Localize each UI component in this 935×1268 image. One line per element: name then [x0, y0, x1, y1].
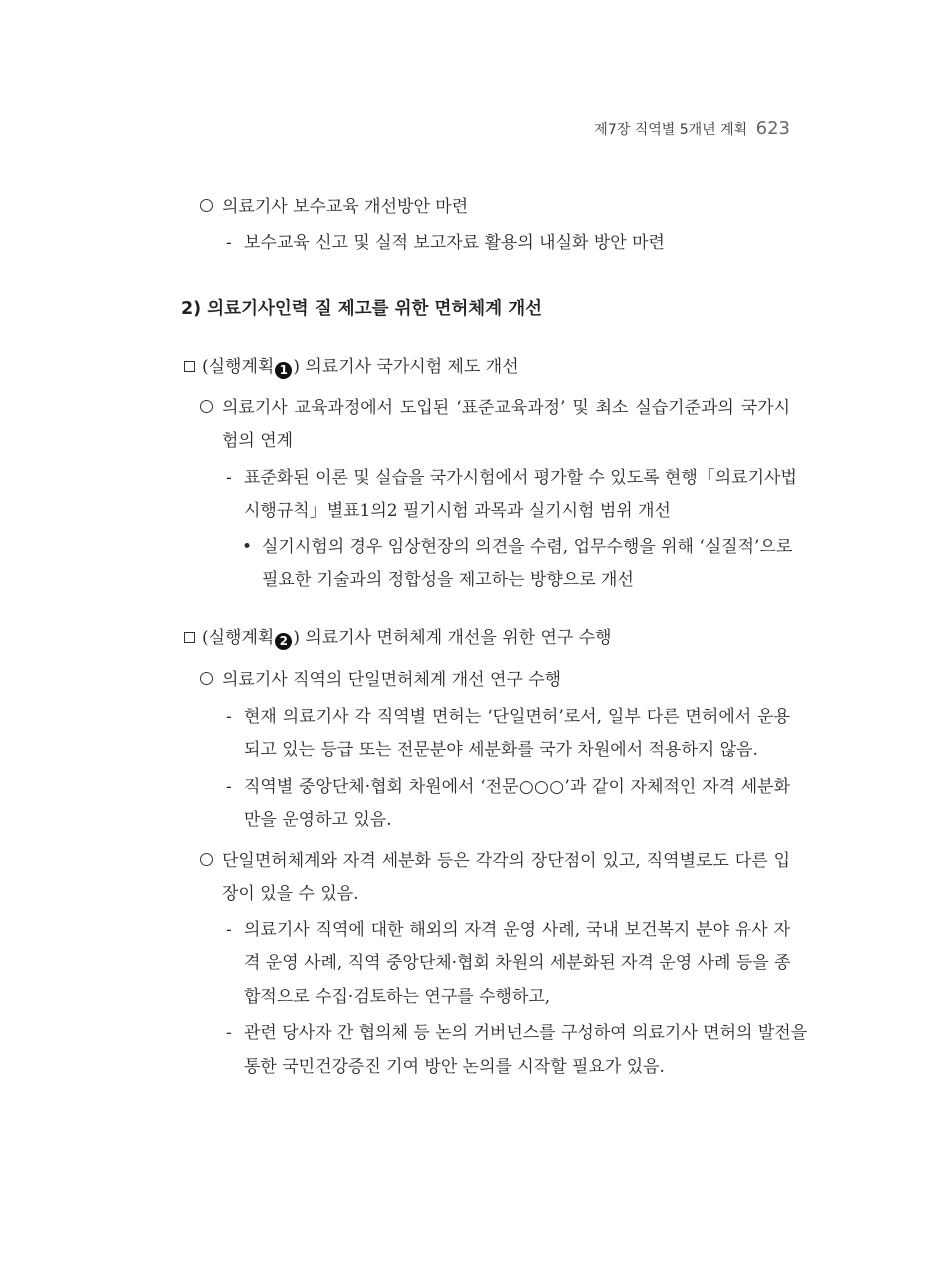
plan1-bullet-item-line2: 필요한 기술과의 정합성을 제고하는 방향으로 개선	[262, 570, 634, 590]
plan2-dash-item-4-line2: 통한 국민건강증진 기여 방안 논의를 시작할 필요가 있음.	[244, 1057, 665, 1077]
plan2-circle-item-1: 의료기사 직역의 단일면허체계 개선 연구 수행	[222, 670, 562, 690]
page-number: 623	[755, 118, 790, 139]
plan2-dash-item-2-line2: 만을 운영하고 있음.	[244, 810, 392, 830]
circle-bullet-icon	[200, 844, 213, 878]
plan2-dash-item-3-line3: 합적으로 수집·검토하는 연구를 수행하고,	[244, 987, 551, 1007]
plan1-title: (실행계획 1 ) 의료기사 국가시험 제도 개선	[202, 357, 519, 377]
plan1-dash-item-line1: 표준화된 이론 및 실습을 국가시험에서 평가할 수 있도록 현행「의료기사법	[244, 468, 797, 488]
plan1-bullet-item-line1: 실기시험의 경우 임상현장의 의견을 수렴, 업무수행을 위해 ‘실질적’으로	[262, 537, 793, 557]
dash-bullet-icon: -	[226, 1023, 232, 1043]
plan2-circle-item-2-line1: 단일면허체계와 자격 세분화 등은 각각의 장단점이 있고, 직역별로도 다른 입	[222, 851, 790, 871]
intro-dash-item: 보수교육 신고 및 실적 보고자료 활용의 내실화 방안 마련	[244, 233, 665, 253]
plan1-circle-item-line2: 험의 연계	[222, 431, 294, 451]
square-bullet-icon	[184, 350, 195, 384]
plan1-dash-item-line2: 시행규칙」별표1의2 필기시험 과목과 실기시험 범위 개선	[244, 501, 671, 521]
dash-bullet-icon: -	[226, 707, 232, 727]
plan2-dash-item-4-line1: 관련 당사자 간 협의체 등 논의 거버넌스를 구성하여 의료기사 면허의 발전을	[244, 1023, 808, 1043]
circle-bullet-icon	[200, 190, 213, 224]
plan2-dash-item-2-line1: 직역별 중앙단체·협회 차원에서 ‘전문○○○’과 같이 자체적인 자격 세분화	[244, 777, 790, 797]
dash-bullet-icon: -	[226, 777, 232, 797]
square-bullet-icon	[184, 621, 195, 655]
chapter-title: 제7장 직역별 5개년 계획	[594, 122, 748, 138]
filled-number-2-icon: 2	[275, 633, 292, 650]
circle-bullet-icon	[200, 663, 213, 697]
dash-bullet-icon: -	[226, 920, 232, 940]
intro-circle-item: 의료기사 보수교육 개선방안 마련	[222, 197, 469, 217]
section-heading: 2) 의료기사인력 질 제고를 위한 면허체계 개선	[181, 299, 543, 319]
dot-bullet-icon: •	[242, 537, 253, 557]
circle-bullet-icon	[200, 391, 213, 425]
plan2-dash-item-1-line1: 현재 의료기사 각 직역별 면허는 ‘단일면허’로서, 일부 다른 면허에서 운용	[244, 707, 790, 727]
plan2-title: (실행계획 2 ) 의료기사 면허체계 개선을 위한 연구 수행	[202, 628, 612, 648]
plan2-dash-item-3-line1: 의료기사 직역에 대한 해외의 자격 운영 사례, 국내 보건복지 분야 유사 자	[244, 920, 790, 940]
plan1-circle-item-line1: 의료기사 교육과정에서 도입된 ‘표준교육과정’ 및 최소 실습기준과의 국가시	[222, 398, 790, 418]
plan2-circle-item-2-line2: 장이 있을 수 있음.	[222, 884, 359, 904]
plan2-dash-item-3-line2: 격 운영 사례, 직역 중앙단체·협회 차원의 세분화된 자격 운영 사례 등을 종	[244, 953, 791, 973]
plan2-dash-item-1-line2: 되고 있는 등급 또는 전문분야 세분화를 국가 차원에서 적용하지 않음.	[244, 740, 758, 760]
filled-number-1-icon: 1	[275, 362, 292, 379]
running-header	[594, 118, 790, 139]
dash-bullet-icon: -	[226, 468, 232, 488]
dash-bullet-icon: -	[226, 233, 232, 253]
